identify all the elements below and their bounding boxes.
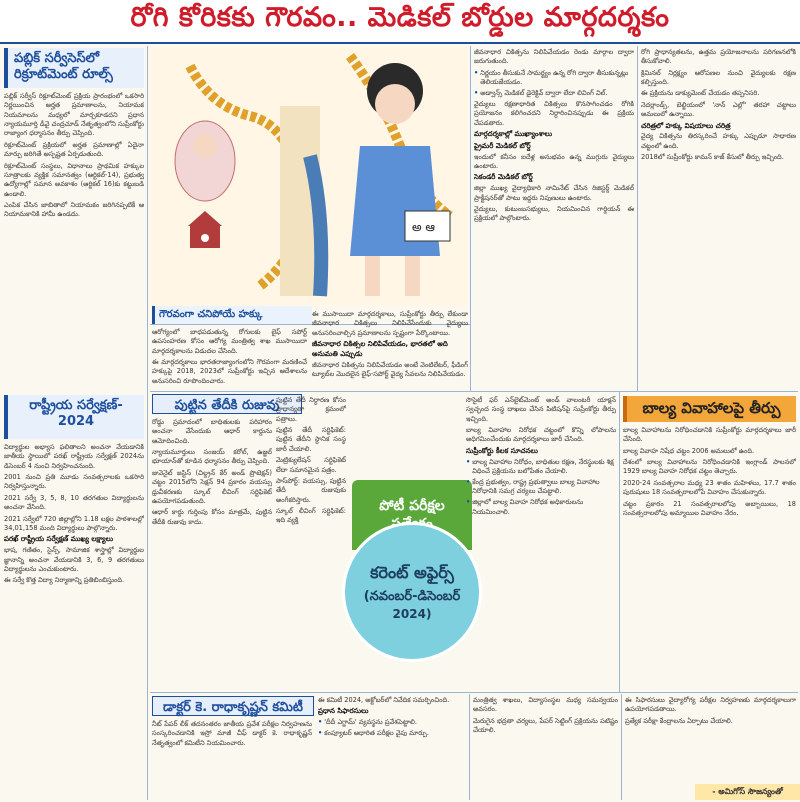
column-divider <box>619 392 620 692</box>
euthanasia-para: ఈ ముసాయిదా మార్గదర్శకాలు, సుప్రీంకోర్టు తీర్పు లేకుండా జీవనాధార చికిత్సలు నిలిపివేసేందుకు వైద్యులు అనుసరించాల్సిన ప్రమాణాలను స్పష్టంగా పేర్కొంటాయి. <box>312 310 468 337</box>
marriage-guidelines-subheading: సుప్రీంకోర్టు కీలక సూచనలు <box>466 446 538 455</box>
marriage-para: చట్టం ప్రకారం 21 సంవత్సరాలలోపు అబ్బాయిలు, 18 సంవత్సరాలలోపు అమ్మాయిల వివాహం నేరం. <box>623 499 796 517</box>
secondary-board-para: జిల్లా ముఖ్య వైద్యాధికారి నామినేట్ చేసిన రిజిస్టర్డ్ మెడికల్ ప్రాక్టీషనర్‌తో పాటు ఇద్దరు నిపుణులు ఉంటారు. <box>474 184 634 202</box>
marriage-para: దేశంలో బాల్య వివాహాలను నిరోధించడానికి ఇంగ్లాండ్ పాలనలో 1929 బాల్య వివాహ నిరోధక చట్టం తెచ్చారు. <box>623 458 796 476</box>
dob-column-1 <box>152 418 272 668</box>
marriage-guidelines-column: సొసైటీ ఫర్ ఎన్‌లైట్‌మెంట్ అండ్ వాలంటరీ యాక్షన్ స్వచ్ఛంద సంస్థ దాఖలు చేసిన పిటిషన్‌పై సుప్రీంకోర్టు తీర్పు ఇచ్చింది. బాల్య వివాహాల నిరోధక చట్టంలో కొన్ని లోపాలను అధిగమించేందుకు మార్గదర్శకాలు జారీ చేసింది. సుప్రీంకోర్టు కీలక సూచనలు • బాల్య వివాహాల నిరోధం, బాధితుల రక్షణ, నేరస్థులకు శిక్ష విధించే ప్రక్రియను బలోపేతం చేయాలి. • కేంద్ర ప్రభుత్వం, రాష్ట్ర ప్రభుత్వాలు బాల్య వివాహాల నిరోధానికి సమగ్ర చర్యలు చేపట్టాలి. • జిల్లాలో బాల్య వివాహ నిరోధక అధికారులను నియమించాలి. <box>466 396 616 516</box>
column-divider <box>637 46 638 391</box>
marriage-column <box>623 426 796 691</box>
main-headline: రోగి కోరికకు గౌరవం.. మెడికల్ బోర్డుల మార్గదర్శకం <box>0 0 800 44</box>
recruitment-para: పబ్లిక్ సర్వీస్ రిక్రూట్‌మెంట్ ప్రక్రియ ప్రారంభంలో ఒకసారి నిర్ణయించిన అర్హత ప్రమాణాలను, నియామక నియమాలను మధ్యలో మార్చకూడదని ప్రధాన న్యాయమూర్తి డీవై చంద్రచూడ్ నేతృత్వంలోని సుప్రీంకోర్టు రాజ్యాంగ ధర్మాసనం తీర్పు చెప్పింది. <box>4 92 144 138</box>
euthanasia-subheading: జీవనాధార చికిత్సల నిలిపివేయడం, భారతలో అది అనుమతి ఎప్పుడు <box>312 340 448 359</box>
history-sub-para: 2018లో సుప్రీంకోర్టు కామన్ కాజ్ కేసులో తీర్పు ఇచ్చింది. <box>641 153 784 162</box>
guidelines-bullet: అడ్వాన్స్ మెడికల్ డైరెక్టివ్ ద్వారా లేదా లివింగ్ విల్. <box>480 88 608 97</box>
guidelines-para: జీవనాధార చికిత్సను నిలిపివేయడం రెండు మార్గాల ద్వారా జరుగుతుంది. <box>474 48 634 66</box>
column-divider <box>470 46 471 391</box>
committee-column-1 <box>152 720 312 800</box>
column-divider <box>147 46 148 800</box>
dob-para: పుట్టిన తేదీ సర్టిఫికెట్: పుట్టిన తేదీని స్థానిక సంస్థ జారీ చేయాలి. <box>276 426 346 453</box>
history-para: నెదర్లాండ్స్, బెల్జియంలో 'నాన్ ఎల్లో' తరహా చట్టాలు అమలులో ఉన్నాయి. <box>641 100 796 119</box>
committee-para: మెరుగైన భద్రతా చర్యలు, పేపర్ సెట్టింగ్ ప్రక్రియను పటిష్టం చేయాలి. <box>473 716 618 735</box>
committee-column-2: ఈ కమిటీ 2024, అక్టోబర్‌లో నివేదిక సమర్పించింది. ప్రధాన సిఫారసులు • 'దీదీ ఎగ్జామ్' వ్యవస్థను ప్రవేశపెట్టాలి. • కంప్యూటర్ ఆధారిత పరీక్షల వైపు మార్పు. <box>318 696 466 800</box>
dob-para: రోడ్డు ప్రమాదంలో బాధితులకు పరిహారం అంచనా వేసేందుకు ఆధార్ కార్డును ఆమోదించింది. <box>152 418 272 445</box>
dob-para: పాస్‌పోర్ట్: వయస్సు, పుట్టిన తేదీ రుజువుకు అంగీకరిస్తారు. <box>276 476 346 504</box>
current-affairs-circle <box>342 522 482 662</box>
guidelines-column: జీవనాధార చికిత్సను నిలిపివేయడం రెండు మార్గాల ద్వారా జరుగుతుంది. • నిర్ణయం తీసుకునే సామర్థ్యం ఉన్న రోగి ద్వారా తీసుకున్నట్లు తెలియజేయడం. • అడ్వాన్స్ మెడికల్ డైరెక్టివ్ ద్వారా లేదా లివింగ్ విల్. వైద్యులు రక్షణాధారిత చికిత్సలు కొనసాగించడం రోగికి ప్రయోజనం కలిగించదని నిర్ధారించినప్పుడు ఈ ప్రక్రియ చేపడతారు. మార్గదర్శకాల్లో ముఖ్యాంశాలు ప్రైమరీ మెడికల్ బోర్డ్ ఇందులో కనీసం ఐదేళ్ల అనుభవం ఉన్న ముగ్గురు వైద్యులు ఉంటారు. సెకండరీ మెడికల్ బోర్డ్ జిల్లా ముఖ్య వైద్యాధికారి నామినేట్ చేసిన రిజిస్టర్డ్ మెడికల్ ప్రాక్టీషనర్‌తో పాటు ఇద్దరు నిపుణులు ఉంటారు. వైద్యులు, కుటుంబసభ్యులు, నియమించిన గార్డియన్ ఈ ప్రక్రియలో పాల్గొంటారు. <box>474 48 634 223</box>
survey-title-line1: రాష్ట్రీయ సర్వేక్షణ్- <box>29 398 123 413</box>
euthanasia-illustration <box>150 46 468 306</box>
euthanasia-para: ఈ మార్గదర్శకాలు భారతరాజ్యాంగంలోని గౌరవంగా మరణించే హక్కుపై 2018, 2023లో సుప్రీంకోర్టు ఇచ్చిన ఆదేశాలను అనుసరించి రూపొందించారు. <box>152 358 307 385</box>
circle-line1: కరెంట్ అఫైర్స్ <box>370 563 454 582</box>
marriage-guidelines-bullet: బాల్య వివాహాల నిరోధం, బాధితుల రక్షణ, నేరస్థులకు శిక్ష విధించే ప్రక్రియను బలోపేతం చేయాలి. <box>472 457 614 476</box>
committee-para: నీట్ పేపర్ లీక్ తదనంతరం జాతీయ ప్రవేశ పరీక్షల నిర్వహణను సంస్కరించడానికి ఇస్రో మాజీ చీఫ్ డాక్టర్ కె. రాధాకృష్ణన్ నేతృత్వంలో కమిటీని నియమించారు. <box>152 720 312 747</box>
committee-bullet: 'దీదీ ఎగ్జామ్' వ్యవస్థను ప్రవేశపెట్టాలి. <box>324 718 417 727</box>
row-divider <box>150 692 798 693</box>
credit-tag: - అమిగోస్ సౌజన్యంతో <box>695 784 800 800</box>
primary-board-para: ఇందులో కనీసం ఐదేళ్ల అనుభవం ఉన్న ముగ్గురు వైద్యులు ఉంటారు. <box>474 152 634 171</box>
marriage-guidelines-para: బాల్య వివాహాల నిరోధక చట్టంలో కొన్ని లోపాలను అధిగమించేందుకు మార్గదర్శకాలు జారీ చేసింది. <box>466 426 616 444</box>
survey-sub-para: ఈ సర్వే కొత్త విద్యా నిర్మాణాన్ని ప్రతిబింబిస్తుంది. <box>4 576 125 585</box>
history-para: ఈ ప్రక్రియను డాక్యుమెంట్ చేయడం తప్పనిసరి. <box>641 89 760 98</box>
marriage-para: బాల్య వివాహ నిషేధ చట్టం 2006 అమలులో ఉంది. <box>623 446 755 455</box>
recruitment-para: ఎంపిక చేసిన జాబితాలో నియామకం జరిగినప్పటికీ ఆ నియామకానికి హామీ ఉండదు. <box>4 200 144 219</box>
marriage-guidelines-para: సొసైటీ ఫర్ ఎన్‌లైట్‌మెంట్ అండ్ వాలంటరీ యాక్షన్ స్వచ్ఛంద సంస్థ దాఖలు చేసిన పిటిషన్‌పై సుప్రీంకోర్టు తీర్పు ఇచ్చింది. <box>466 396 616 423</box>
column-divider <box>469 694 470 800</box>
guidelines-para: వైద్యులు రక్షణాధారిత చికిత్సలు కొనసాగించడం రోగికి ప్రయోజనం కలిగించదని నిర్ధారించినప్పుడు ఈ ప్రక్రియ చేపడతారు. <box>474 99 634 127</box>
survey-sub-para: భాష, గణితం, సైన్స్, సామాజిక శాస్త్రాల్లో విద్యార్థుల జ్ఞానాన్ని అంచనా వేయడానికి 3, 6, 9 తరగతులు విద్యార్థులను ఎంచుకుంటారు. <box>4 546 144 573</box>
euthanasia-sub-para: జీవనాధార చికిత్సను నిలిపివేయడం అంటే వెంటిలేటర్, ఫీడింగ్ ట్యూబ్‌ల మొదలైన లైఫ్-సపోర్ట్ వైద్య సేవలను నిలిపివేయడం. <box>312 360 468 379</box>
dob-para: న్యాయమూర్తులు సంజయ్ కరోల్, ఉజ్జల్ భూయాన్‌తో కూడిన ధర్మాసనం తీర్పు చెప్పింది. <box>152 448 272 466</box>
recruitment-column <box>4 92 144 392</box>
guidelines-bullet: నిర్ణయం తీసుకునే సామర్థ్యం ఉన్న రోగి ద్వారా తీసుకున్నట్లు తెలియజేయడం. <box>480 68 629 87</box>
committee-para: ఈ కమిటీ 2024, అక్టోబర్‌లో నివేదిక సమర్పించింది. <box>318 696 450 704</box>
secondary-board-heading: సెకండరీ మెడికల్ బోర్డ్ <box>474 173 533 182</box>
marriage-para: 2020-24 సంవత్సరాల మధ్య 23 శాతం మహిళలు, 17.7 శాతం పురుషులు 18 సంవత్సరాలలోపే వివాహం చేసుకున్నారు. <box>623 478 796 497</box>
history-para: రోగి ప్రాధాన్యతలను, ఉత్తమ ప్రయోజనాలను పరిగణనలోకి తీసుకోవాలి. <box>641 48 796 66</box>
recruitment-section-title: పబ్లిక్ సర్వీసెస్‌లో రిక్రూట్‌మెంట్ రూల్స్ <box>4 48 144 88</box>
circle-line3: 2024) <box>392 607 432 621</box>
committee-section-title: డాక్టర్ కె. రాధాకృష్ణన్ కమిటీ <box>152 696 314 716</box>
column-divider <box>621 694 622 800</box>
recruitment-para: రిక్రూట్‌మెంట్ సంస్థలు, విధానాలు ప్రాథమిక హక్కుల సూత్రాలకు వ్యక్తిక సమానత్వం (ఆర్టికల్-14), ప్రభుత్వ ఉద్యోగాల్లో సమాన అవకాశం (ఆర్టికల్ 16)కు కట్టుబడి ఉండాలి. <box>4 161 144 198</box>
euthanasia-column-2 <box>312 310 468 390</box>
survey-title-line2: 2024 <box>57 414 95 430</box>
recruitment-para: రిక్రూట్‌మెంట్ ప్రక్రియలో అర్హత ప్రమాణాల్లో ఏదైనా మార్పు జరిగితే అస్పష్టత ఏర్పడుతుంది. <box>4 140 144 159</box>
row-divider <box>150 391 798 392</box>
illustration-caption: గౌరవంగా చనిపోయే హక్కు <box>152 306 312 324</box>
history-para: క్రిమినల్ నిర్లక్ష్యం ఆరోపణల నుంచి వైద్యులకు రక్షణ కల్పిస్తుంది. <box>641 68 796 87</box>
marriage-section-title: బాల్య వివాహాలపై తీర్పు <box>623 396 796 422</box>
history-column <box>641 48 796 388</box>
marriage-guidelines-bullet: జిల్లాలో బాల్య వివాహ నిరోధక అధికారులను నియమించాలి. <box>472 498 584 516</box>
survey-para: 2001 నుంచి ప్రతి మూడు సంవత్సరాలకు ఒకసారి నిర్వహిస్తున్నారు. <box>4 473 144 491</box>
dob-section-title: పుట్టిన తేదీకి రుజువు <box>152 394 302 414</box>
dob-para: జువెనైల్ జస్టిస్ (చిల్డ్రన్ కేర్ అండ్ ప్రొటెక్షన్) చట్టం 2015లోని సెక్షన్ 94 ప్రకారం వయస్సు ధ్రువీకరణకు స్కూల్ లీవింగ్ సర్టిఫికెట్ ఉపయోగపడుతుంది. <box>152 468 272 505</box>
survey-section-title <box>4 395 144 439</box>
marriage-guidelines-bullet: కేంద్ర ప్రభుత్వం, రాష్ట్ర ప్రభుత్వాలు బాల్య వివాహాల నిరోధానికి సమగ్ర చర్యలు చేపట్టాలి. <box>472 477 600 496</box>
survey-column <box>4 443 144 800</box>
history-subheading: చరిత్రలో హక్కు విషయాలు చరిత్ర <box>641 121 731 130</box>
primary-board-heading: ప్రైమరీ మెడికల్ బోర్డ్ <box>474 141 531 150</box>
euthanasia-column-1 <box>152 328 307 388</box>
dob-para: పుట్టిన తేదీ నిర్ధారణ కోసం ప్రాధాన్యతా క్రమంలో పత్రాలు. <box>276 396 346 423</box>
committee-bullet: కంప్యూటర్ ఆధారిత పరీక్షల వైపు మార్పు. <box>324 729 429 738</box>
badge-line1: పోటీ పరీక్షల <box>379 497 445 514</box>
committee-para: మంత్రిత్వ శాఖలు, విద్యాసంస్థల మధ్య సమన్వయం అవసరం. <box>473 696 618 714</box>
dob-para: స్కూల్ లీవింగ్ సర్టిఫికెట్: ఇది వ్యక్తి <box>276 506 346 525</box>
survey-para: 2021 సర్వే 3, 5, 8, 10 తరగతుల విద్యార్థులను అంచనా వేసింది. <box>4 493 144 512</box>
committee-column-3 <box>473 696 618 800</box>
dob-column-2 <box>276 396 346 668</box>
marriage-para: బాల్య వివాహాలను నిరోధించడానికి సుప్రీంకోర్టు మార్గదర్శకాలు జారీ చేసింది. <box>623 426 796 444</box>
committee-para: ప్రత్యేక పరీక్షా కేంద్రాలను ఏర్పాటు చేయాలి. <box>625 716 733 725</box>
illustration <box>150 46 468 306</box>
guidelines-subheading: మార్గదర్శకాల్లో ముఖ్యాంశాలు <box>474 129 553 138</box>
survey-para: 2021 సర్వేలో 720 జిల్లాల్లోని 1.18 లక్షల పాఠశాలల్లో 34,01,158 మంది విద్యార్థులు పాల్గొన్నారు. <box>4 514 144 532</box>
euthanasia-para: ఆరోగ్యంలో బాధపడుతున్న రోగులకు లైఫ్ సపోర్ట్ ఉపసంహరణ కోసం ఆరోగ్య మంత్రిత్వ శాఖ ముసాయిదా మార్గదర్శకాలను విడుదల చేసింది. <box>152 328 307 355</box>
circle-line2: (నవంబర్-డిసెంబర్ <box>363 589 461 604</box>
history-sub-para: వైద్య చికిత్సను తిరస్కరించే హక్కు ఎప్పుడూ సాధారణ చట్టంలో ఉంది. <box>641 132 796 150</box>
survey-para: విద్యార్థుల అభ్యాస ఫలితాలని అంచనా వేయడానికి జాతీయ స్థాయిలో పరఖ్ రాష్ట్రీయ సర్వేక్షణ్ 2024ను డిసెంబర్ 4 నుంచి నిర్వహించనుంది. <box>4 443 144 470</box>
svg-text:అ ఆ: అ ఆ <box>412 220 435 234</box>
survey-subheading: పరఖ్ రాష్ట్రీయ సర్వేక్షణ్ ముఖ్య లక్ష్యాలు <box>4 535 114 544</box>
dob-para: మెట్రిక్యులేషన్ సర్టిఫికెట్ లేదా సమానమైన పత్రం. <box>276 456 346 474</box>
committee-subheading: ప్రధాన సిఫారసులు <box>318 707 369 716</box>
committee-para: ఈ సిఫారసులు వైద్యారోగ్య పరీక్షల నిర్వహణకు మార్గదర్శకాలుగా ఉపయోగపడతాయి. <box>625 696 796 714</box>
secondary-board-para: వైద్యులు, కుటుంబసభ్యులు, నియమించిన గార్డియన్ ఈ ప్రక్రియలో పాల్గొంటారు. <box>474 205 634 223</box>
dob-para: ఆధార్ కార్డు గుర్తింపు కోసం మాత్రమే, పుట్టిన తేదీకి రుజువు కాదు. <box>152 508 272 526</box>
committee-column-4 <box>625 696 796 782</box>
